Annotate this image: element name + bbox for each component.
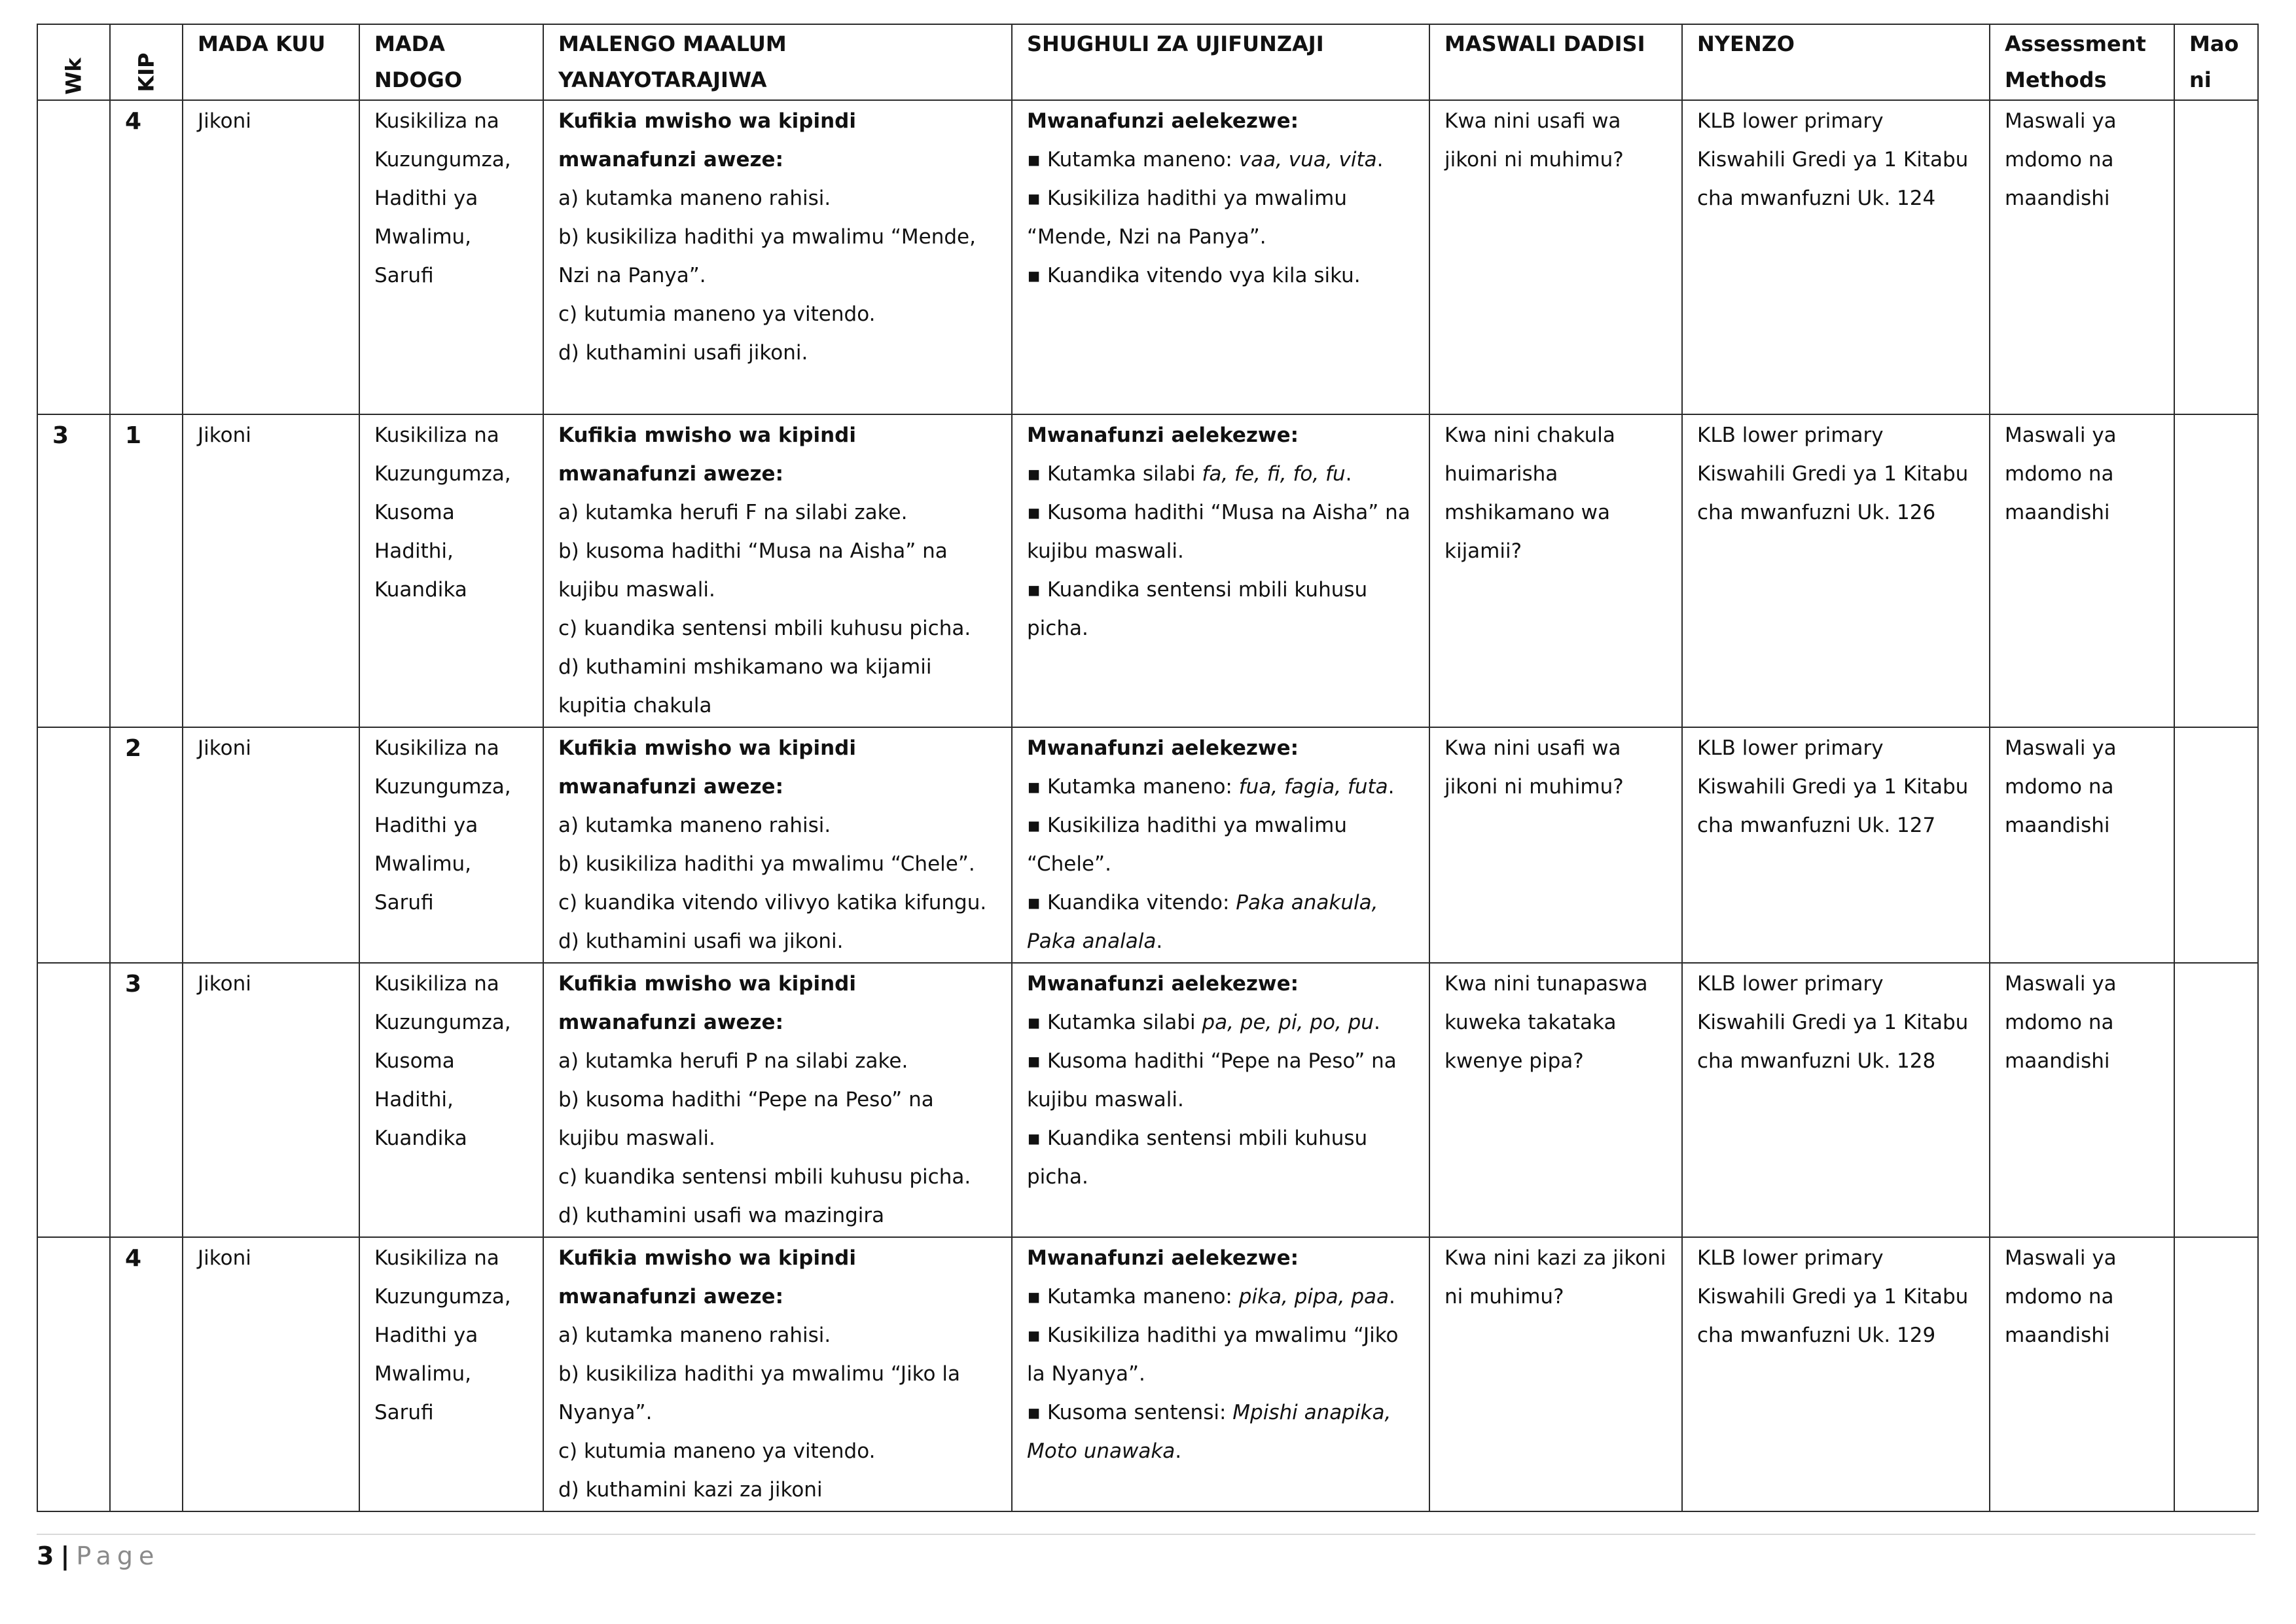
mada-ndogo-line: Hadithi ya	[374, 814, 478, 837]
cell-mada-kuu	[183, 963, 359, 1237]
mada-ndogo-line: Hadithi,	[374, 1088, 454, 1111]
mada-kuu-text: Jikoni	[198, 1246, 251, 1270]
shughuli-after: .	[1388, 775, 1395, 799]
cell-kip	[110, 414, 183, 727]
lesson-number: 3	[125, 971, 142, 998]
malengo-heading: Kufikia mwisho wa kipindi mwanafunzi aweze:	[558, 109, 856, 171]
cell-nyenzo	[1682, 727, 1990, 963]
cell-mada-kuu	[183, 727, 359, 963]
page-word: Page	[76, 1542, 160, 1570]
mada-ndogo-line: Kusikiliza na	[374, 424, 499, 447]
cell-mada-kuu	[183, 1237, 359, 1511]
mada-ndogo-line: Sarufi	[374, 891, 434, 914]
cell-assessment	[1990, 963, 2174, 1237]
shughuli-item	[1027, 768, 1414, 806]
mada-ndogo-line: Kuandika	[374, 1127, 467, 1150]
cell-maoni	[2174, 963, 2258, 1237]
maswali-text: Kwa nini usafi wa jikoni ni muhimu?	[1444, 736, 1624, 799]
mada-ndogo-line: Mwalimu,	[374, 852, 472, 876]
cell-maoni	[2174, 100, 2258, 414]
malengo-heading: Kufikia mwisho wa kipindi mwanafunzi aweze:	[558, 736, 856, 799]
shughuli-italic: vaa, vua, vita	[1238, 148, 1377, 171]
maswali-text: Kwa nini kazi za jikoni ni muhimu?	[1444, 1246, 1666, 1308]
mada-ndogo-line: Sarufi	[374, 1401, 434, 1424]
shughuli-after: .	[1389, 1285, 1395, 1308]
shughuli-after: .	[1373, 1011, 1380, 1034]
shughuli-after: .	[1345, 462, 1352, 486]
cell-kip	[110, 727, 183, 963]
mada-ndogo-line: Kusoma	[374, 1049, 455, 1073]
shughuli-heading: Mwanafunzi aelekezwe:	[1027, 424, 1299, 447]
header-nyenzo: NYENZO	[1682, 24, 1990, 100]
malengo-item: c) kutumia maneno ya vitendo.	[558, 1439, 876, 1463]
malengo-item: a) kutamka maneno rahisi.	[558, 814, 831, 837]
mada-ndogo-line: Hadithi,	[374, 539, 454, 563]
footer-separator: |	[60, 1542, 70, 1570]
maswali-text: Kwa nini usafi wa jikoni ni muhimu?	[1444, 109, 1624, 171]
shughuli-text: ▪ Kutamka silabi	[1027, 462, 1202, 486]
nyenzo-text: KLB lower primary Kiswahili Gredi ya 1 Kitabu cha mwanfuzni Uk. 128	[1697, 972, 1969, 1073]
cell-assessment	[1990, 1237, 2174, 1511]
shughuli-item	[1027, 1042, 1414, 1119]
mada-ndogo-line: Mwalimu,	[374, 1362, 472, 1386]
week-number: 3	[52, 422, 69, 449]
cell-kip	[110, 100, 183, 414]
cell-malengo	[543, 414, 1012, 727]
cell-kip	[110, 963, 183, 1237]
cell-shughuli	[1012, 727, 1429, 963]
malengo-item: c) kuandika vitendo vilivyo katika kifungu.	[558, 891, 987, 914]
shughuli-text: ▪ Kusoma sentensi:	[1027, 1401, 1233, 1424]
malengo-item: d) kuthamini usafi jikoni.	[558, 341, 808, 365]
header-malengo: MALENGO MAALUM YANAYOTARAJIWA	[543, 24, 1012, 100]
shughuli-text: ▪ Kuandika vitendo:	[1027, 891, 1236, 914]
shughuli-heading: Mwanafunzi aelekezwe:	[1027, 972, 1299, 996]
shughuli-item	[1027, 494, 1414, 571]
malengo-item: d) kuthamini usafi wa jikoni.	[558, 929, 844, 953]
shughuli-item	[1027, 179, 1414, 257]
assessment-text: Maswali ya mdomo na maandishi	[2005, 972, 2117, 1073]
maswali-text: Kwa nini chakula huimarisha mshikamano wa kijamii?	[1444, 424, 1615, 563]
shughuli-text: ▪ Kuandika sentensi mbili kuhusu picha.	[1027, 578, 1368, 640]
shughuli-heading: Mwanafunzi aelekezwe:	[1027, 109, 1299, 133]
cell-maswali	[1429, 100, 1682, 414]
shughuli-text: ▪ Kutamka maneno:	[1027, 148, 1239, 171]
shughuli-text: ▪ Kusikiliza hadithi ya mwalimu “Jiko la Nyanya”.	[1027, 1324, 1399, 1386]
mada-ndogo-line: Mwalimu,	[374, 225, 472, 249]
mada-kuu-text: Jikoni	[198, 109, 251, 133]
malengo-item: b) kusikiliza hadithi ya mwalimu “Chele”.	[558, 852, 975, 876]
mada-ndogo-line: Kusikiliza na	[374, 972, 499, 996]
cell-maswali	[1429, 414, 1682, 727]
shughuli-text: ▪ Kusoma hadithi “Musa na Aisha” na kujibu maswali.	[1027, 501, 1410, 563]
cell-assessment	[1990, 727, 2174, 963]
cell-shughuli	[1012, 100, 1429, 414]
malengo-heading: Kufikia mwisho wa kipindi mwanafunzi aweze:	[558, 1246, 856, 1308]
shughuli-italic: pa, pe, pi, po, pu	[1202, 1011, 1374, 1034]
shughuli-text: ▪ Kutamka maneno:	[1027, 1285, 1239, 1308]
cell-wk	[37, 1237, 110, 1511]
lesson-number: 4	[125, 108, 142, 135]
header-kip	[110, 24, 183, 100]
shughuli-item	[1027, 257, 1414, 295]
shughuli-text: ▪ Kusikiliza hadithi ya mwalimu “Chele”.	[1027, 814, 1347, 876]
cell-assessment	[1990, 100, 2174, 414]
assessment-text: Maswali ya mdomo na maandishi	[2005, 1246, 2117, 1347]
cell-shughuli	[1012, 414, 1429, 727]
mada-ndogo-line: Kuzungumza,	[374, 1011, 511, 1034]
mada-ndogo-line: Kuzungumza,	[374, 148, 511, 171]
nyenzo-text: KLB lower primary Kiswahili Gredi ya 1 Kitabu cha mwanfuzni Uk. 124	[1697, 109, 1969, 210]
cell-mada-ndogo	[359, 727, 543, 963]
shughuli-text: ▪ Kusikiliza hadithi ya mwalimu “Mende, Nzi na Panya”.	[1027, 187, 1347, 249]
table-row	[37, 100, 2258, 414]
cell-maswali	[1429, 1237, 1682, 1511]
page-number: 3	[37, 1542, 54, 1570]
header-shughuli: SHUGHULI ZA UJIFUNZAJI	[1012, 24, 1429, 100]
cell-maswali	[1429, 963, 1682, 1237]
shughuli-text: ▪ Kuandika sentensi mbili kuhusu picha.	[1027, 1127, 1368, 1189]
nyenzo-text: KLB lower primary Kiswahili Gredi ya 1 Kitabu cha mwanfuzni Uk. 129	[1697, 1246, 1969, 1347]
cell-maoni	[2174, 1237, 2258, 1511]
mada-ndogo-line: Kuzungumza,	[374, 462, 511, 486]
cell-wk	[37, 100, 110, 414]
assessment-text: Maswali ya mdomo na maandishi	[2005, 109, 2117, 210]
header-mada-kuu: MADA KUU	[183, 24, 359, 100]
cell-mada-kuu	[183, 414, 359, 727]
mada-ndogo-line: Kusikiliza na	[374, 736, 499, 760]
header-wk-label: Wk	[61, 58, 86, 95]
cell-nyenzo	[1682, 100, 1990, 414]
cell-malengo	[543, 100, 1012, 414]
cell-shughuli	[1012, 1237, 1429, 1511]
cell-maoni	[2174, 414, 2258, 727]
shughuli-item	[1027, 1278, 1414, 1316]
cell-malengo	[543, 727, 1012, 963]
cell-mada-ndogo	[359, 100, 543, 414]
shughuli-italic: fua, fagia, futa	[1238, 775, 1388, 799]
mada-kuu-text: Jikoni	[198, 972, 251, 996]
shughuli-item	[1027, 806, 1414, 884]
header-assessment: Assessment Methods	[1990, 24, 2174, 100]
cell-kip	[110, 1237, 183, 1511]
table-row	[37, 1237, 2258, 1511]
malengo-item: b) kusikiliza hadithi ya mwalimu “Jiko la Nyanya”.	[558, 1362, 960, 1424]
malengo-heading: Kufikia mwisho wa kipindi mwanafunzi aweze:	[558, 424, 856, 486]
malengo-item: b) kusikiliza hadithi ya mwalimu “Mende, Nzi na Panya”.	[558, 225, 976, 287]
shughuli-text: ▪ Kuandika vitendo vya kila siku.	[1027, 264, 1361, 287]
shughuli-after: .	[1376, 148, 1384, 171]
malengo-heading: Kufikia mwisho wa kipindi mwanafunzi aweze:	[558, 972, 856, 1034]
shughuli-heading: Mwanafunzi aelekezwe:	[1027, 736, 1299, 760]
header-kip-label: KIP	[134, 52, 158, 92]
cell-nyenzo	[1682, 963, 1990, 1237]
shughuli-item	[1027, 1394, 1414, 1471]
shughuli-item	[1027, 571, 1414, 648]
mada-ndogo-line: Kuzungumza,	[374, 775, 511, 799]
cell-shughuli	[1012, 963, 1429, 1237]
mada-ndogo-line: Kusikiliza na	[374, 109, 499, 133]
shughuli-item	[1027, 884, 1414, 961]
shughuli-after: .	[1156, 929, 1163, 953]
header-maoni: Maoni	[2174, 24, 2258, 100]
cell-malengo	[543, 1237, 1012, 1511]
malengo-item: a) kutamka herufi P na silabi zake.	[558, 1049, 908, 1073]
cell-assessment	[1990, 414, 2174, 727]
malengo-item: c) kutumia maneno ya vitendo.	[558, 302, 876, 326]
cell-mada-ndogo	[359, 414, 543, 727]
malengo-item: a) kutamka maneno rahisi.	[558, 187, 831, 210]
shughuli-item	[1027, 1316, 1414, 1394]
shughuli-item	[1027, 455, 1414, 494]
malengo-item: b) kusoma hadithi “Pepe na Peso” na kujibu maswali.	[558, 1088, 934, 1150]
header-row	[37, 24, 2258, 100]
cell-wk	[37, 963, 110, 1237]
table-row	[37, 414, 2258, 727]
scheme-of-work-table	[37, 24, 2259, 1512]
cell-nyenzo	[1682, 414, 1990, 727]
malengo-item: c) kuandika sentensi mbili kuhusu picha.	[558, 617, 971, 640]
malengo-item: b) kusoma hadithi “Musa na Aisha” na kujibu maswali.	[558, 539, 948, 602]
assessment-text: Maswali ya mdomo na maandishi	[2005, 736, 2117, 837]
lesson-number: 4	[125, 1245, 142, 1272]
mada-ndogo-line: Kuzungumza,	[374, 1285, 511, 1308]
cell-nyenzo	[1682, 1237, 1990, 1511]
shughuli-heading: Mwanafunzi aelekezwe:	[1027, 1246, 1299, 1270]
malengo-item: a) kutamka herufi F na silabi zake.	[558, 501, 908, 524]
table-row	[37, 963, 2258, 1237]
shughuli-text: ▪ Kusoma hadithi “Pepe na Peso” na kujibu maswali.	[1027, 1049, 1397, 1111]
shughuli-text: ▪ Kutamka silabi	[1027, 1011, 1202, 1034]
nyenzo-text: KLB lower primary Kiswahili Gredi ya 1 Kitabu cha mwanfuzni Uk. 126	[1697, 424, 1969, 524]
mada-ndogo-line: Kusikiliza na	[374, 1246, 499, 1270]
shughuli-after: .	[1175, 1439, 1182, 1463]
cell-mada-ndogo	[359, 963, 543, 1237]
cell-wk	[37, 727, 110, 963]
mada-ndogo-line: Hadithi ya	[374, 1324, 478, 1347]
mada-kuu-text: Jikoni	[198, 736, 251, 760]
cell-mada-kuu	[183, 100, 359, 414]
lesson-number: 2	[125, 735, 142, 762]
mada-kuu-text: Jikoni	[198, 424, 251, 447]
shughuli-italic: Paka anakula, Paka analala	[1027, 891, 1378, 953]
malengo-item: d) kuthamini kazi za jikoni	[558, 1478, 823, 1502]
shughuli-item	[1027, 141, 1414, 179]
cell-mada-ndogo	[359, 1237, 543, 1511]
malengo-item: c) kuandika sentensi mbili kuhusu picha.	[558, 1165, 971, 1189]
shughuli-item	[1027, 1003, 1414, 1042]
malengo-item: a) kutamka maneno rahisi.	[558, 1324, 831, 1347]
mada-ndogo-line: Sarufi	[374, 264, 434, 287]
header-maswali: MASWALI DADISI	[1429, 24, 1682, 100]
cell-maswali	[1429, 727, 1682, 963]
malengo-item: d) kuthamini mshikamano wa kijamii kupitia chakula	[558, 655, 932, 717]
nyenzo-text: KLB lower primary Kiswahili Gredi ya 1 Kitabu cha mwanfuzni Uk. 127	[1697, 736, 1969, 837]
table-row	[37, 727, 2258, 963]
shughuli-italic: fa, fe, fi, fo, fu	[1202, 462, 1346, 486]
assessment-text: Maswali ya mdomo na maandishi	[2005, 424, 2117, 524]
header-wk	[37, 24, 110, 100]
page-footer	[37, 1534, 2255, 1570]
table-body	[37, 100, 2258, 1511]
cell-maoni	[2174, 727, 2258, 963]
mada-ndogo-line: Kuandika	[374, 578, 467, 602]
cell-wk	[37, 414, 110, 727]
shughuli-text: ▪ Kutamka maneno:	[1027, 775, 1239, 799]
cell-malengo	[543, 963, 1012, 1237]
malengo-item: d) kuthamini usafi wa mazingira	[558, 1204, 885, 1227]
maswali-text: Kwa nini tunapaswa kuweka takataka kwenye pipa?	[1444, 972, 1648, 1073]
header-mada-ndogo: MADA NDOGO	[359, 24, 543, 100]
shughuli-item	[1027, 1119, 1414, 1197]
mada-ndogo-line: Hadithi ya	[374, 187, 478, 210]
lesson-number: 1	[125, 422, 142, 449]
shughuli-italic: pika, pipa, paa	[1238, 1285, 1390, 1308]
shughuli-italic: Mpishi anapika, Moto unawaka	[1027, 1401, 1391, 1463]
scheme-of-work-sheet	[37, 24, 2257, 1512]
mada-ndogo-line: Kusoma	[374, 501, 455, 524]
